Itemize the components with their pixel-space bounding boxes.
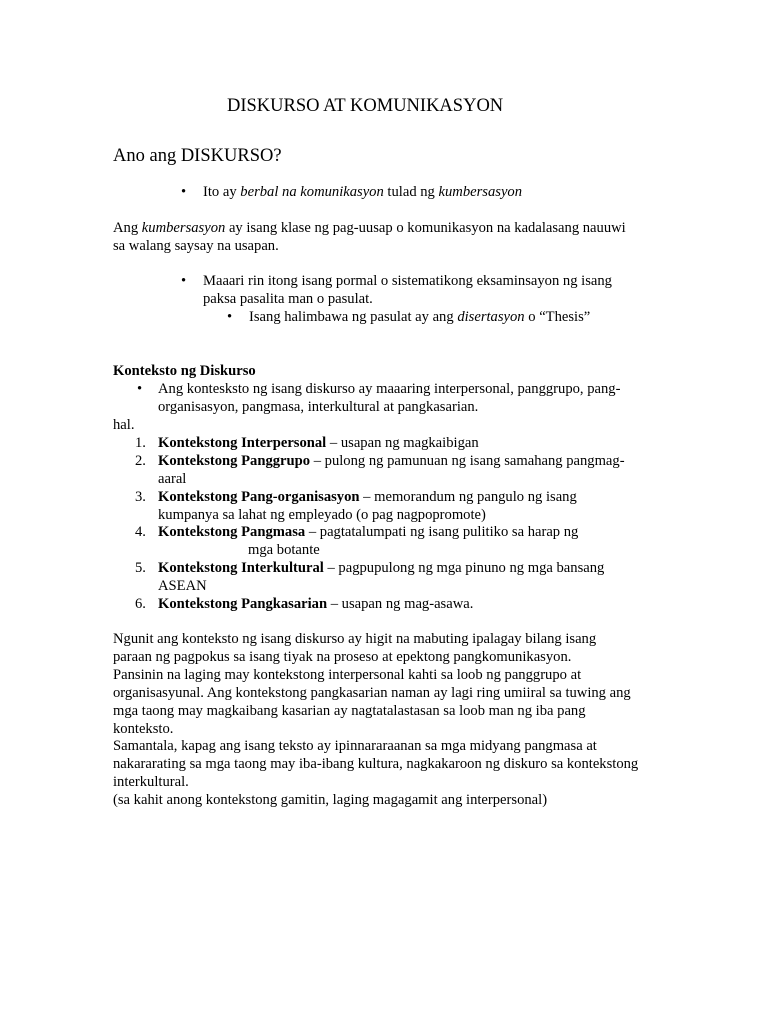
- list-item-desc: – pulong ng pamunuan ng isang samahang pangmag-: [310, 453, 625, 469]
- bullet-glyph: •: [227, 309, 233, 325]
- list-number: 6.: [135, 596, 146, 612]
- list-number: 5.: [135, 560, 146, 576]
- subbullet-emphasis: disertasyon: [457, 309, 525, 325]
- bullet-text-pre: Ito ay: [203, 184, 241, 200]
- bullet-item-line: Maaari rin itong isang pormal o sistematikong eksaminsayon ng isang: [203, 273, 612, 289]
- section-heading-konteksto: Konteksto ng Diskurso: [113, 363, 256, 379]
- list-number: 3.: [135, 489, 146, 505]
- bullet-text-emphasis: kumbersasyon: [438, 184, 523, 200]
- paragraph-line: [113, 219, 626, 237]
- list-item: [158, 488, 577, 506]
- document-title: DISKURSO AT KOMUNIKASYON: [227, 96, 504, 116]
- bullet-item-line: organisasyon, pangmasa, interkultural at pangkasarian.: [158, 399, 479, 415]
- paragraph-line: nakararating sa mga taong may iba-ibang kultura, nagkakaroon ng diskuro sa kontekstong: [113, 756, 639, 772]
- list-item: [158, 559, 604, 577]
- subbullet-text: Isang halimbawa ng pasulat ay ang: [249, 309, 458, 325]
- list-item-desc: – pagpupulong ng mga pinuno ng mga bansang: [323, 560, 605, 576]
- hal-label: hal.: [113, 417, 135, 433]
- paragraph-line: Samantala, kapag ang isang teksto ay ipinnararaanan sa mga midyang pangmasa at: [113, 738, 597, 754]
- list-item-desc: – usapan ng mag-asawa.: [327, 596, 474, 612]
- bullet-item-berbal: [203, 183, 522, 201]
- subbullet-item: [249, 308, 590, 326]
- paragraph-text: ay isang klase ng pag-uusap o komunikasyon na kadalasang nauuwi: [225, 220, 626, 236]
- list-item-term: Kontekstong Interkultural: [158, 560, 324, 576]
- paragraph-line: organisasyunal. Ang kontekstong pangkasarian naman ay lagi ring umiiral sa tuwing ang: [113, 685, 631, 701]
- paragraph-line: Ngunit ang konteksto ng isang diskurso ay higit na mabuting ipalagay bilang isang: [113, 631, 597, 647]
- bullet-glyph: •: [137, 381, 143, 397]
- bullet-text-emphasis: berbal na komunikasyon: [240, 184, 384, 200]
- list-item-desc: – memorandum ng pangulo ng isang: [359, 489, 577, 505]
- paragraph-line: konteksto.: [113, 721, 174, 737]
- list-item-continuation: ASEAN: [158, 578, 207, 594]
- paragraph-line: (sa kahit anong kontekstong gamitin, laging magagamit ang interpersonal): [113, 792, 548, 808]
- list-item: [158, 434, 479, 452]
- list-item: [158, 595, 473, 613]
- list-number: 4.: [135, 524, 146, 540]
- list-item-continuation: mga botante: [248, 542, 320, 558]
- list-item-term: Kontekstong Pang-organisasyon: [158, 489, 360, 505]
- list-item: [158, 523, 578, 541]
- list-item-term: Kontekstong Pangmasa: [158, 524, 306, 540]
- list-item-term: Kontekstong Pangkasarian: [158, 596, 328, 612]
- bullet-item-line: paksa pasalita man o pasulat.: [203, 291, 373, 307]
- paragraph-line: mga taong may magkaibang kasarian ay nagtatalastasan sa loob man ng iba pang: [113, 703, 586, 719]
- section-heading-ano-ang-diskurso: Ano ang DISKURSO?: [113, 146, 282, 166]
- list-item-desc: – usapan ng magkaibigan: [326, 435, 479, 451]
- list-number: 1.: [135, 435, 146, 451]
- list-number: 2.: [135, 453, 146, 469]
- list-item: [158, 452, 625, 470]
- paragraph-emphasis: kumbersasyon: [141, 220, 226, 236]
- subbullet-text: o “Thesis”: [524, 309, 591, 325]
- bullet-glyph: •: [181, 273, 187, 289]
- list-item-term: Kontekstong Interpersonal: [158, 435, 327, 451]
- bullet-item-line: Ang kontesksto ng isang diskurso ay maaaring interpersonal, panggrupo, pang-: [158, 381, 621, 397]
- paragraph-line: sa walang saysay na usapan.: [113, 238, 279, 254]
- list-item-desc: – pagtatalumpati ng isang pulitiko sa harap ng: [305, 524, 579, 540]
- bullet-text-mid: tulad ng: [383, 184, 439, 200]
- paragraph-line: Pansinin na laging may kontekstong interpersonal kahti sa loob ng panggrupo at: [113, 667, 582, 683]
- list-item-term: Kontekstong Panggrupo: [158, 453, 311, 469]
- bullet-glyph: •: [181, 184, 187, 200]
- paragraph-line: interkultural.: [113, 774, 189, 790]
- list-item-continuation: kumpanya sa lahat ng empleyado (o pag nagpopromote): [158, 507, 486, 523]
- paragraph-text: Ang: [113, 220, 142, 236]
- list-item-continuation: aaral: [158, 471, 187, 487]
- paragraph-line: paraan ng pagpokus sa isang tiyak na proseso at epektong pangkomunikasyon.: [113, 649, 572, 665]
